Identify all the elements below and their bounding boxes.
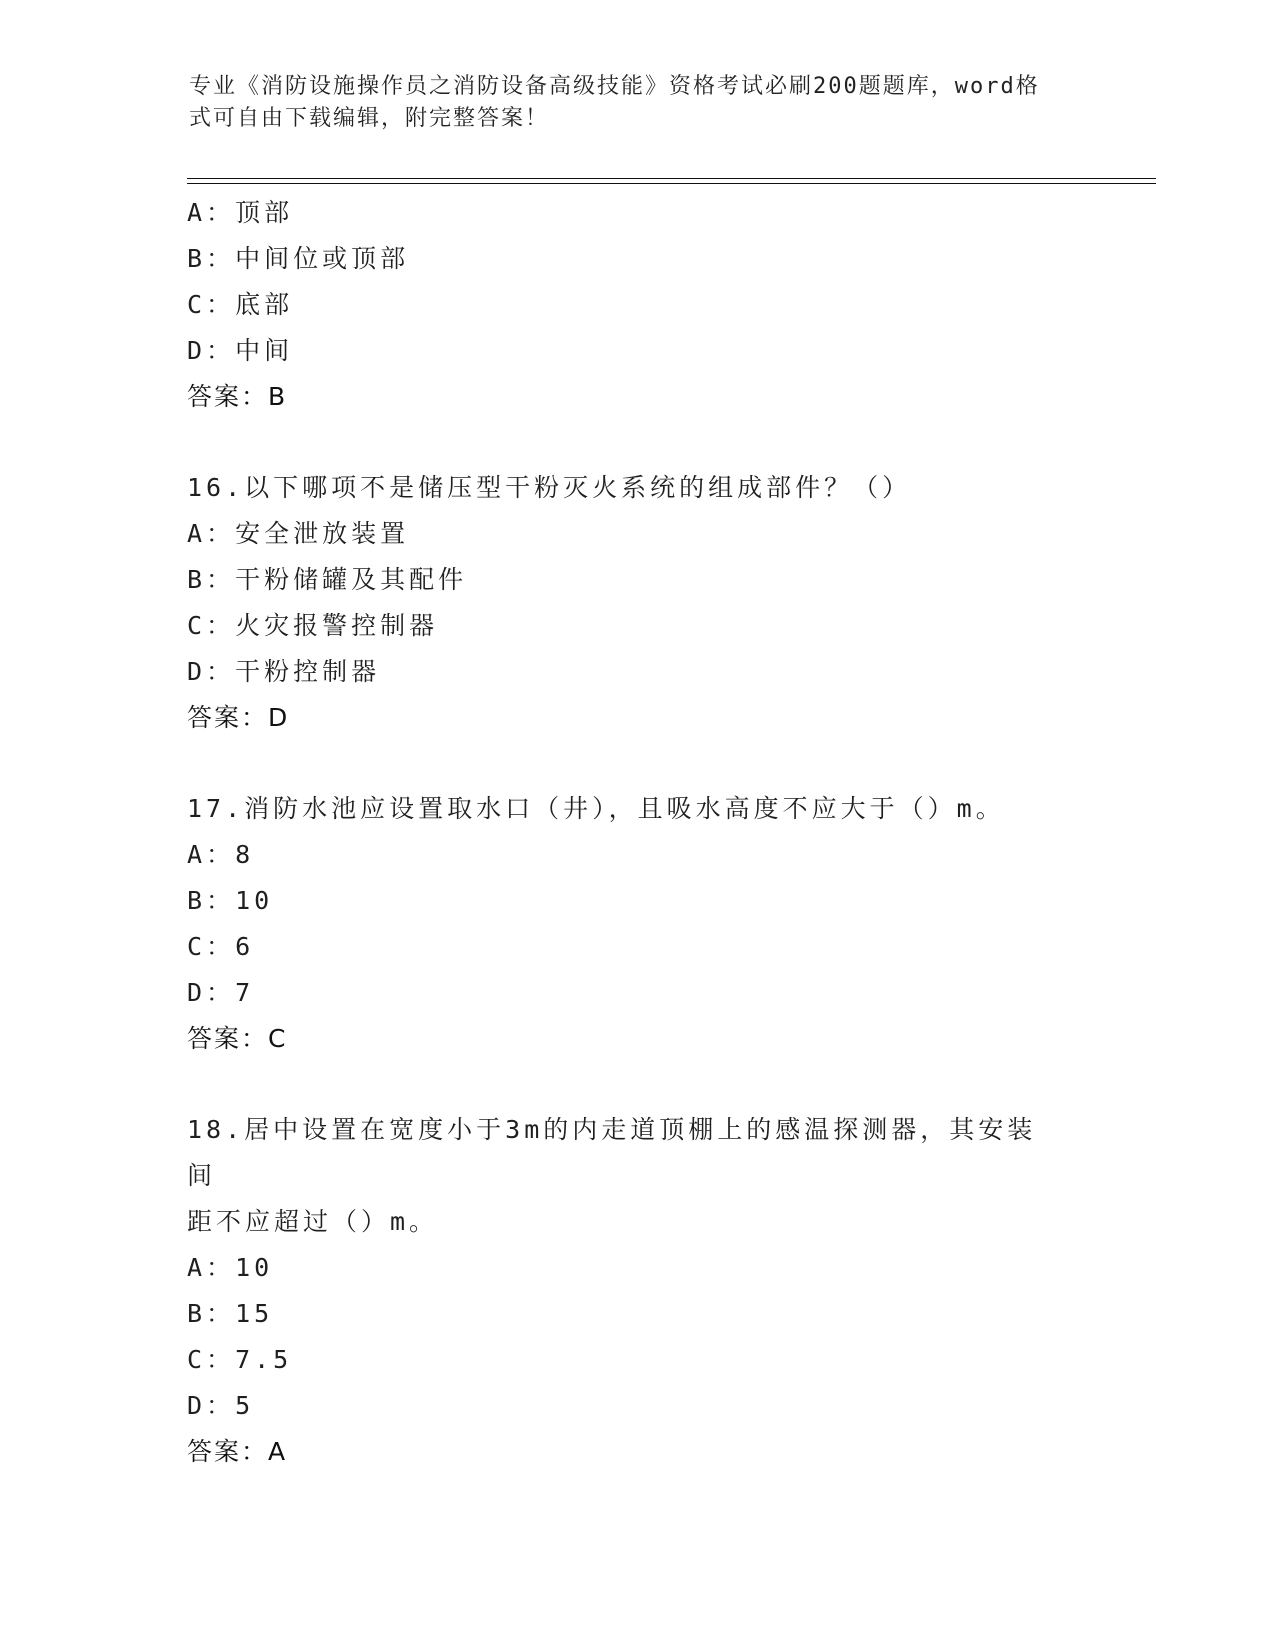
option-a: A：8 — [187, 840, 255, 869]
answer-line: 答案：B — [187, 382, 288, 411]
question-15-continued — [187, 190, 1087, 420]
option-d: D：7 — [187, 978, 255, 1007]
option-a: A：顶部 — [187, 198, 294, 227]
option-c: C：6 — [187, 932, 255, 961]
option-c: C：底部 — [187, 290, 294, 319]
option-d: D：5 — [187, 1391, 255, 1420]
question-16 — [187, 465, 1087, 741]
answer-line: 答案：D — [187, 703, 290, 732]
option-d: D：干粉控制器 — [187, 657, 381, 686]
question-text: 17.消防水池应设置取水口（井），且吸水高度不应大于（）m。 — [187, 794, 1005, 823]
question-text-line-1: 18.居中设置在宽度小于3m的内走道顶棚上的感温探测器，其安装间 — [187, 1115, 1037, 1190]
option-b: B：10 — [187, 886, 274, 915]
option-b: B：中间位或顶部 — [187, 244, 410, 273]
option-c: C：7.5 — [187, 1345, 293, 1374]
option-c: C：火灾报警控制器 — [187, 611, 439, 640]
header-title-line-2: 式可自由下载编辑，附完整答案！ — [189, 106, 550, 131]
option-d: D：中间 — [187, 336, 294, 365]
document-header — [189, 71, 1069, 135]
option-a: A：10 — [187, 1253, 274, 1282]
header-title-line-1: 专业《消防设施操作员之消防设备高级技能》资格考试必刷200题题库，word格 — [189, 74, 1040, 99]
question-text: 16.以下哪项不是储压型干粉灭火系统的组成部件？（） — [187, 473, 912, 502]
header-rule-bottom — [187, 183, 1156, 184]
answer-line: 答案：A — [187, 1437, 288, 1466]
question-18 — [187, 1107, 1087, 1475]
answer-line: 答案：C — [187, 1024, 288, 1053]
option-a: A：安全泄放装置 — [187, 519, 410, 548]
option-b: B：干粉储罐及其配件 — [187, 565, 468, 594]
question-17 — [187, 786, 1087, 1062]
header-rule-top — [187, 178, 1156, 179]
option-b: B：15 — [187, 1299, 274, 1328]
question-list — [187, 190, 1087, 1475]
question-text-line-2: 距不应超过（）m。 — [187, 1207, 439, 1236]
